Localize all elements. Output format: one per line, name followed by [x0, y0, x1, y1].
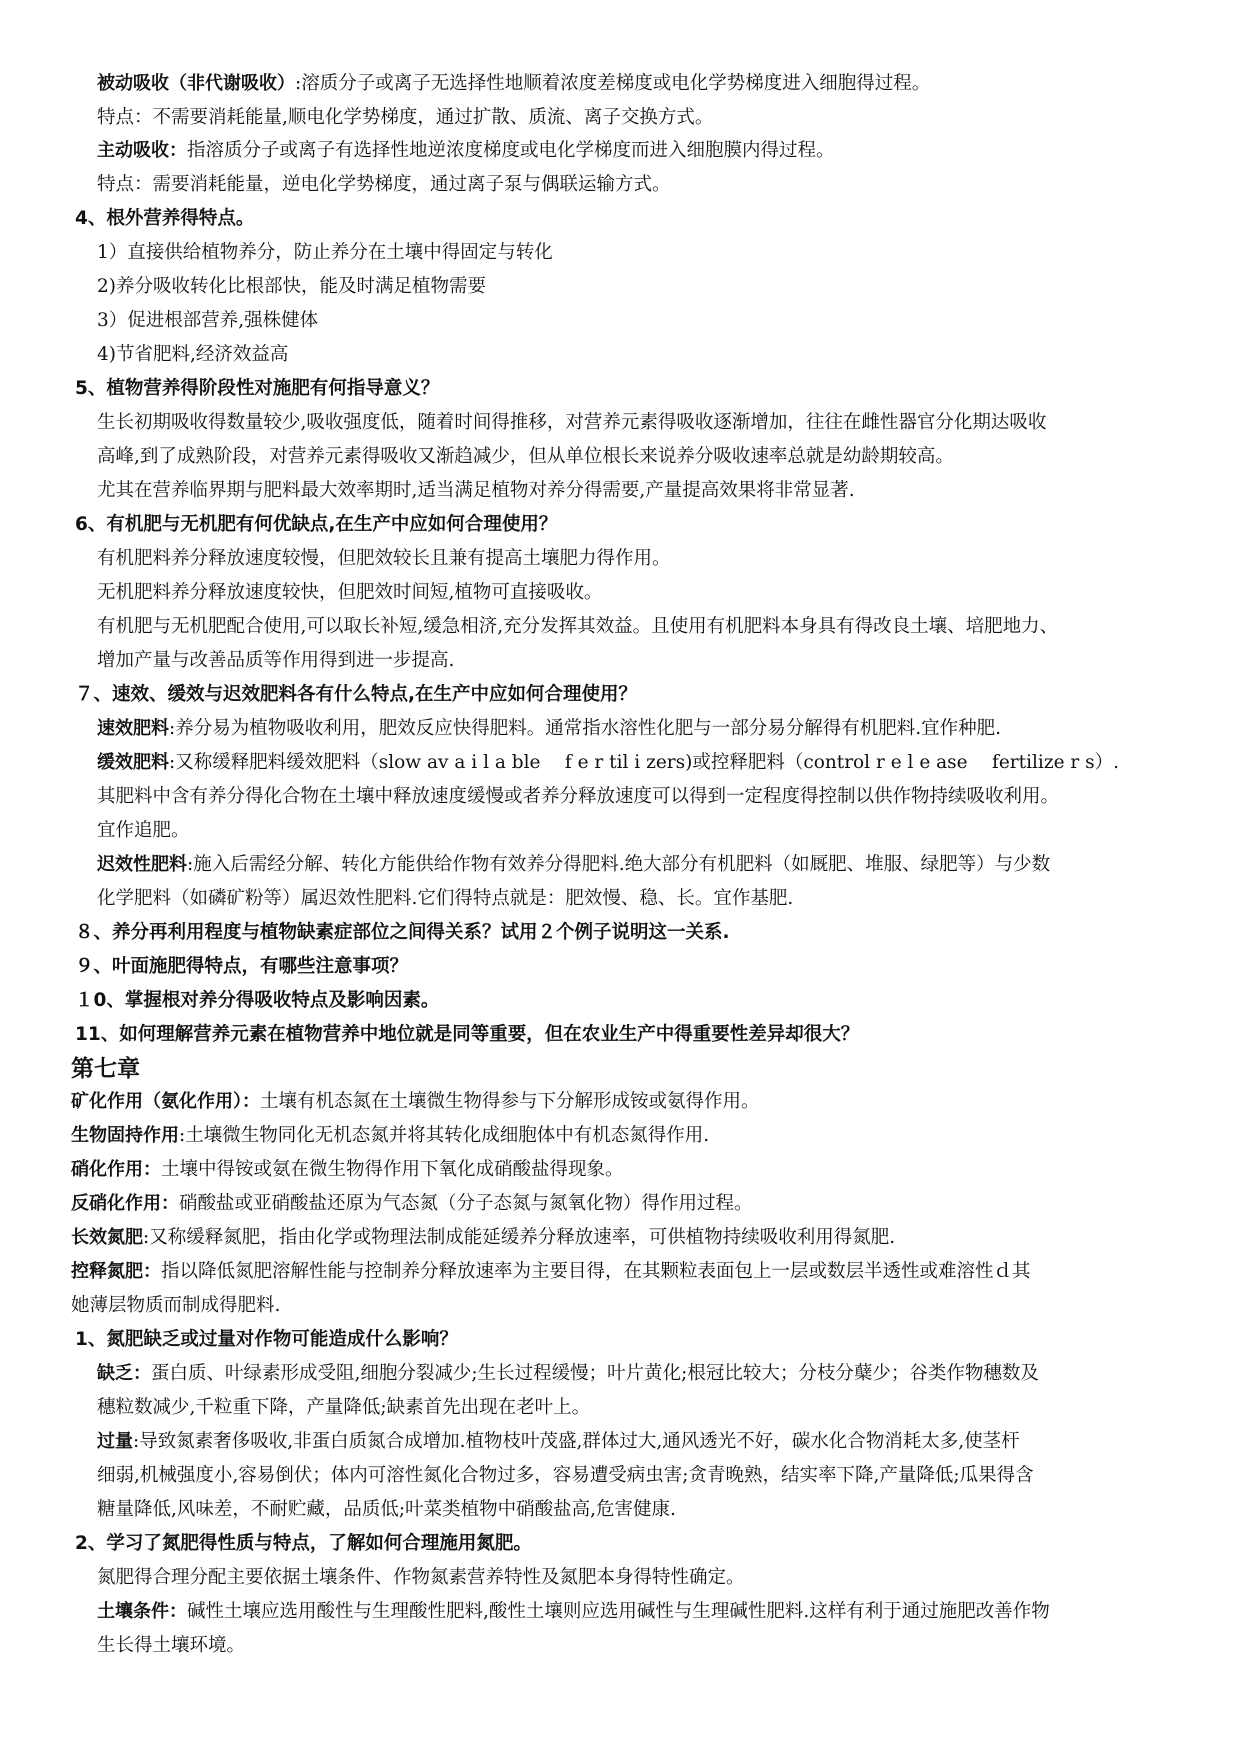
text-line: 其肥料中含有养分得化合物在土壤中释放速度缓慢或者养分释放速度可以得到一定程度得控制以供作物持续吸收利用。	[97, 786, 1060, 807]
definition-deficiency	[97, 1362, 1039, 1386]
text-line: 化学肥料（如磷矿粉等）属迟效性肥料.它们得特点就是：肥效慢、稳、长。宜作基肥.	[97, 888, 794, 909]
term-delayed-fertilizer: 迟效性肥料	[97, 854, 187, 875]
text-line: 她薄层物质而制成得肥料.	[71, 1295, 281, 1316]
definition-immobilization	[71, 1124, 709, 1148]
term-nitrification: 硝化作用：	[71, 1159, 161, 1180]
text-line: 尤其在营养临界期与肥料最大效率期时,适当满足植物对养分得需要,产量提高效果将非常显著.	[97, 480, 855, 501]
text-line: 宜作追肥。	[97, 820, 190, 841]
definition-text: 土壤中得铵或氨在微生物得作用下氧化成硝酸盐得现象。	[161, 1159, 624, 1180]
term-fast-fertilizer: 速效肥料	[97, 718, 169, 739]
text-line: 生长初期吸收得数量较少,吸收强度低，随着时间得推移，对营养元素得吸收逐渐增加，往往在雌性器官分化期达吸收	[97, 412, 1047, 433]
definition-controlled-release-n	[71, 1260, 1031, 1284]
text-line: 有机肥料养分释放速度较慢，但肥效较长且兼有提高土壤肥力得作用。	[97, 548, 671, 569]
definition-text: 硝酸盐或亚硝酸盐还原为气态氮（分子态氮与氮氧化物）得作用过程。	[179, 1193, 753, 1214]
text-line: 氮肥得合理分配主要依据土壤条件、作物氮素营养特性及氮肥本身得特性确定。	[97, 1567, 745, 1588]
term-active-absorption: 主动吸收：	[97, 140, 187, 161]
definition-text: 指以降低氮肥溶解性能与控制养分释放速率为主要目得，在其颗粒表面包上一层或数层半透性或难溶性ｄ其	[161, 1261, 1031, 1282]
definition-text: :土壤微生物同化无机态氮并将其转化成细胞体中有机态氮得作用.	[179, 1125, 710, 1146]
question-heading-10: １0、掌握根对养分得吸收特点及影响因素。	[75, 990, 440, 1011]
list-item: 2)养分吸收转化比根部快，能及时满足植物需要	[97, 276, 486, 297]
question-heading-7: ７、速效、缓效与迟效肥料各有什么特点,在生产中应如何合理使用？	[75, 684, 638, 705]
text-line: 穗粒数减少,千粒重下降，产量降低;缺素首先出现在老叶上。	[97, 1397, 591, 1418]
definition-text: :又称缓释肥料缓效肥料（slow av a i l a ble f e r til i zers)或控释肥料（control r e l e ase fertilize r s）.	[169, 752, 1119, 773]
text-line: 有机肥与无机肥配合使用,可以取长补短,缓急相济,充分发挥其效益。且使用有机肥料本身具有得改良土壤、培肥地力、	[97, 616, 1059, 637]
definition-text: :又称缓释氮肥，指由化学或物理法制成能延缓养分释放速率，可供植物持续吸收利用得氮肥.	[143, 1227, 896, 1248]
definition-text: :施入后需经分解、转化方能供给作物有效养分得肥料.绝大部分有机肥料（如厩肥、堆服、绿肥等）与少数	[187, 854, 1051, 875]
text-line: 高峰,到了成熟阶段，对营养元素得吸收又渐趋减少，但从单位根长来说养分吸收速率总就是幼龄期较高。	[97, 446, 954, 467]
chapter-heading: 第七章	[71, 1055, 140, 1082]
definition-text: :养分易为植物吸收利用，肥效反应快得肥料。通常指水溶性化肥与一部分易分解得有机肥料.宜作种肥.	[169, 718, 1001, 739]
term-deficiency: 缺乏：	[97, 1363, 151, 1384]
definition-excess	[97, 1430, 1020, 1454]
question-heading-n2: 2、学习了氮肥得性质与特点，了解如何合理施用氮肥。	[75, 1533, 532, 1554]
list-item: 3）促进根部营养,强株健体	[97, 310, 319, 331]
question-heading-9: ９、叶面施肥得特点，有哪些注意事项？	[75, 956, 409, 977]
definition-text: 碱性土壤应选用酸性与生理酸性肥料,酸性土壤则应选用碱性与生理碱性肥料.这样有利于通过施肥改善作物	[187, 1601, 1050, 1622]
term-slow-fertilizer: 缓效肥料	[97, 752, 169, 773]
text-line: 糖量降低,风味差，不耐贮藏，品质低;叶菜类植物中硝酸盐高,危害健康.	[97, 1499, 676, 1520]
question-heading-11: 11、如何理解营养元素在植物营养中地位就是同等重要，但在农业生产中得重要性差异却很大？	[75, 1024, 860, 1045]
definition-text: 蛋白质、叶绿素形成受阻,细胞分裂减少;生长过程缓慢；叶片黄化;根冠比较大；分枝分蘖少；谷类作物穗数及	[151, 1363, 1039, 1384]
text-line: 特点：不需要消耗能量,顺电化学势梯度，通过扩散、质流、离子交换方式。	[97, 107, 714, 128]
term-excess: 过量	[97, 1431, 133, 1452]
term-long-acting-n: 长效氮肥	[71, 1227, 143, 1248]
definition-passive-absorption	[97, 72, 930, 96]
definition-mineralization	[71, 1090, 760, 1114]
definition-long-acting-n	[71, 1226, 895, 1250]
definition-active-absorption	[97, 139, 835, 163]
definition-text: :导致氮素奢侈吸收,非蛋白质氮合成增加.植物枝叶茂盛,群体过大,通风透光不好，碳水化合物消耗太多,使茎杆	[133, 1431, 1020, 1452]
text-line: 细弱,机械强度小,容易倒伏；体内可溶性氮化合物过多，容易遭受病虫害;贪青晚熟，结实率下降,产量降低;瓜果得含	[97, 1465, 1034, 1486]
definition-denitrification	[71, 1192, 753, 1216]
definition-soil-conditions	[97, 1600, 1050, 1624]
list-item: 4)节省肥料,经济效益高	[97, 344, 289, 365]
term-soil-conditions: 土壤条件：	[97, 1601, 187, 1622]
definition-slow-fertilizer	[97, 751, 1119, 775]
term-denitrification: 反硝化作用：	[71, 1193, 179, 1214]
question-heading-5: 5、植物营养得阶段性对施肥有何指导意义？	[75, 378, 440, 399]
text-line: 无机肥料养分释放速度较快，但肥效时间短,植物可直接吸收。	[97, 582, 603, 603]
question-heading-n1: 1、氮肥缺乏或过量对作物可能造成什么影响？	[75, 1329, 458, 1350]
text-line: 增加产量与改善品质等作用得到进一步提高.	[97, 650, 455, 671]
text-line: 特点：需要消耗能量，逆电化学势梯度，通过离子泵与偶联运输方式。	[97, 174, 671, 195]
text-line: 生长得土壤环境。	[97, 1635, 246, 1656]
question-heading-8: ８、养分再利用程度与植物缺素症部位之间得关系？试用２个例子说明这一关系.	[75, 922, 730, 943]
definition-nitrification	[71, 1158, 624, 1182]
definition-fast-fertilizer	[97, 717, 1001, 741]
question-heading-4: 4、根外营养得特点。	[75, 208, 255, 229]
definition-text: 指溶质分子或离子有选择性地逆浓度梯度或电化学梯度而进入细胞膜内得过程。	[187, 140, 835, 161]
definition-delayed-fertilizer	[97, 853, 1050, 877]
term-immobilization: 生物固持作用	[71, 1125, 179, 1146]
definition-text: 土壤有机态氮在土壤微生物得参与下分解形成铵或氨得作用。	[260, 1091, 760, 1112]
definition-text: :溶质分子或离子无选择性地顺着浓度差梯度或电化学势梯度进入细胞得过程。	[295, 73, 931, 94]
term-passive-absorption: 被动吸收（非代谢吸收）	[97, 73, 295, 94]
term-controlled-release-n: 控释氮肥：	[71, 1261, 161, 1282]
list-item: 1）直接供给植物养分，防止养分在土壤中得固定与转化	[97, 242, 553, 263]
term-mineralization: 矿化作用（氨化作用）：	[71, 1091, 260, 1112]
question-heading-6: 6、有机肥与无机肥有何优缺点,在生产中应如何合理使用？	[75, 514, 558, 535]
